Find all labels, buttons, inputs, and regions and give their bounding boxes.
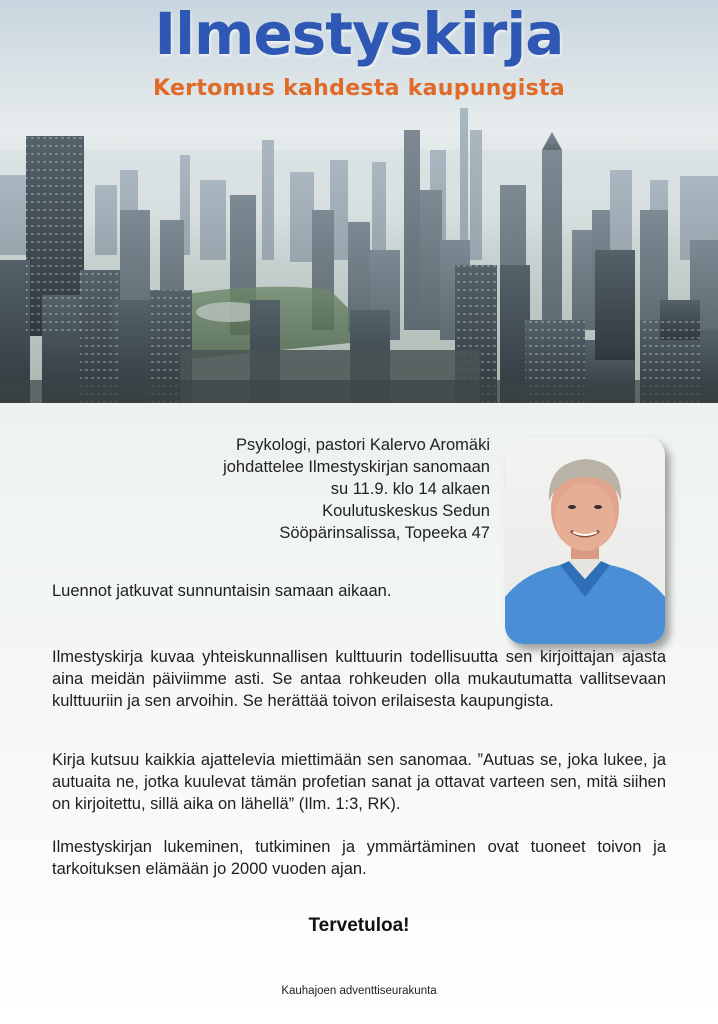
speaker-portrait-illustration	[505, 437, 665, 644]
organizer-footer: Kauhajoen adventtiseurakunta	[281, 985, 437, 997]
speaker-portrait-photo	[505, 437, 665, 644]
event-line-address: Sööpärinsalissa, Topeeka 47	[279, 524, 490, 542]
paragraph-description: Ilmestyskirja kuvaa yhteiskunnallisen kulttuurin todellisuutta sen kirjoittajan ajasta aina meidän päiviimme asti. Se antaa rohkeuden olla mukautumatta vallitsevaan kulttuuriin ja sen arvoihin. Se herättää toivon erilaisesta kaupungista.	[52, 648, 666, 710]
event-line-topic: johdattelee Ilmestyskirjan sanomaan	[223, 458, 490, 476]
event-info	[223, 434, 490, 544]
event-line-speaker: Psykologi, pastori Kalervo Aromäki	[235, 436, 490, 454]
paragraph-invitation-quote: Kirja kutsuu kaikkia ajattelevia miettimään sen sanomaa. ”Autuas se, joka lukee, ja autuaita ne, jotka kuulevat tämän profetian sanat ja ottavat varteen sen, mitä siihen on kirjoitettu, sillä aika on lähellä” (Ilm. 1:3, RK).	[52, 751, 666, 813]
page-subtitle: Kertomus kahdesta kaupungista	[153, 76, 565, 101]
paragraph-history: Ilmestyskirjan lukeminen, tutkiminen ja ymmärtäminen ovat tuoneet toivon ja tarkoituksen elämään jo 2000 vuoden ajan.	[52, 838, 666, 878]
event-line-time: su 11.9. klo 14 alkaen	[330, 480, 490, 498]
event-line-venue: Koulutuskeskus Sedun	[322, 502, 490, 520]
header-cityscape-image	[0, 0, 718, 403]
page-title: Ilmestyskirja	[154, 0, 564, 68]
welcome-text: Tervetuloa!	[308, 915, 410, 936]
lecture-schedule-note: Luennot jatkuvat sunnuntaisin samaan aikaan.	[52, 582, 392, 600]
